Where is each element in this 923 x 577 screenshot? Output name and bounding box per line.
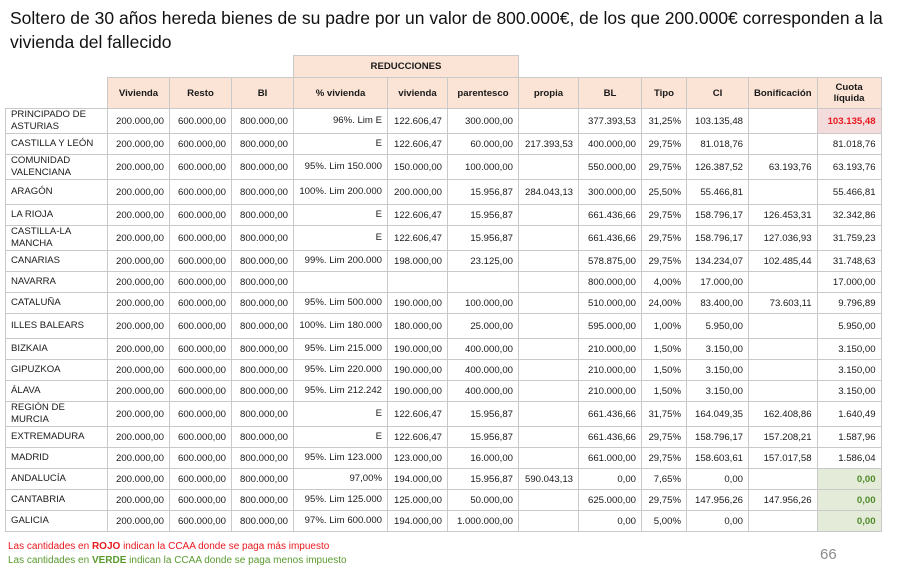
table-cell: 284.043,13 <box>519 180 579 205</box>
table-cell <box>749 134 818 155</box>
table-cell: 800.000,00 <box>232 226 294 251</box>
table-cell: 0,00 <box>687 469 749 490</box>
table-cell <box>749 314 818 339</box>
table-cell: 0,00 <box>817 469 881 490</box>
table-cell: 5,00% <box>642 511 687 532</box>
table-cell: 9.796,89 <box>817 293 881 314</box>
table-cell: 1.586,04 <box>817 448 881 469</box>
table-cell: 800.000,00 <box>232 251 294 272</box>
table-cell: 210.000,00 <box>579 339 642 360</box>
header-corner <box>6 78 108 109</box>
tax-comparison-table <box>5 55 882 532</box>
table-cell: 800.000,00 <box>232 448 294 469</box>
table-cell <box>749 469 818 490</box>
column-header: BL <box>579 78 642 109</box>
legend-green-keyword: VERDE <box>91 555 127 566</box>
table-cell: 7,65% <box>642 469 687 490</box>
table-cell: 661.436,66 <box>579 226 642 251</box>
table-cell: 198.000,00 <box>388 251 448 272</box>
table-cell <box>388 272 448 293</box>
table-cell: 800.000,00 <box>232 134 294 155</box>
table-cell: 31.759,23 <box>817 226 881 251</box>
table-cell: 73.603,11 <box>749 293 818 314</box>
table-cell: 800.000,00 <box>232 469 294 490</box>
table-cell: 1.000.000,00 <box>448 511 519 532</box>
table-cell: 4,00% <box>642 272 687 293</box>
table-cell: 600.000,00 <box>170 427 232 448</box>
table-cell: 600.000,00 <box>170 360 232 381</box>
table-cell <box>519 226 579 251</box>
table-row <box>6 469 882 490</box>
table-cell: 164.049,35 <box>687 402 749 427</box>
table-cell: 600.000,00 <box>170 293 232 314</box>
table-cell: 300.000,00 <box>448 109 519 134</box>
table-cell: 103.135,48 <box>817 109 881 134</box>
table-cell: 600.000,00 <box>170 205 232 226</box>
table-cell: 3.150,00 <box>817 360 881 381</box>
table-row <box>6 427 882 448</box>
table-cell: 600.000,00 <box>170 402 232 427</box>
table-cell: E <box>294 427 388 448</box>
table-cell: 600.000,00 <box>170 226 232 251</box>
table-cell: 180.000,00 <box>388 314 448 339</box>
table-cell: 55.466,81 <box>817 180 881 205</box>
table-cell: 600.000,00 <box>170 339 232 360</box>
table-cell: 15.956,87 <box>448 402 519 427</box>
table-cell: 103.135,48 <box>687 109 749 134</box>
table-cell: 200.000,00 <box>108 339 170 360</box>
table-cell: 95%. Lim 125.000 <box>294 490 388 511</box>
table-row <box>6 381 882 402</box>
table-cell <box>749 511 818 532</box>
table-cell <box>519 448 579 469</box>
legend-green-suffix: indican la CCAA donde se paga menos impuesto <box>126 555 347 566</box>
table-cell: 510.000,00 <box>579 293 642 314</box>
table-cell <box>519 314 579 339</box>
table-cell <box>749 360 818 381</box>
table-cell: 800.000,00 <box>232 109 294 134</box>
table-cell: 200.000,00 <box>108 448 170 469</box>
table-cell: E <box>294 402 388 427</box>
region-name: PRINCIPADO DE ASTURIAS <box>6 109 108 134</box>
region-name: GIPUZKOA <box>6 360 108 381</box>
table-cell: 600.000,00 <box>170 134 232 155</box>
table-body <box>6 109 882 532</box>
table-cell: 81.018,76 <box>817 134 881 155</box>
table-cell <box>519 427 579 448</box>
table-cell: 15.956,87 <box>448 205 519 226</box>
table-row <box>6 205 882 226</box>
table-cell: 15.956,87 <box>448 180 519 205</box>
region-name: EXTREMADURA <box>6 427 108 448</box>
table-cell <box>519 381 579 402</box>
table-cell: 800.000,00 <box>232 272 294 293</box>
table-cell: 1,50% <box>642 360 687 381</box>
table-cell: 162.408,86 <box>749 402 818 427</box>
table-row <box>6 180 882 205</box>
table-cell <box>519 109 579 134</box>
table-cell: 600.000,00 <box>170 180 232 205</box>
table-cell: 81.018,76 <box>687 134 749 155</box>
region-name: CASTILLA-LA MANCHA <box>6 226 108 251</box>
region-name: ANDALUCÍA <box>6 469 108 490</box>
table-cell: 123.000,00 <box>388 448 448 469</box>
table-cell: 200.000,00 <box>108 155 170 180</box>
table-cell: 210.000,00 <box>579 360 642 381</box>
region-name: GALICIA <box>6 511 108 532</box>
table-cell: 190.000,00 <box>388 381 448 402</box>
table-cell: 200.000,00 <box>108 427 170 448</box>
page-number: 66 <box>820 546 837 563</box>
column-header: BI <box>232 78 294 109</box>
table-cell: 400.000,00 <box>448 339 519 360</box>
table-cell: 96%. Lim E <box>294 109 388 134</box>
table-cell: 590.043,13 <box>519 469 579 490</box>
table-cell: 122.606,47 <box>388 134 448 155</box>
table-row <box>6 134 882 155</box>
table-cell: 95%. Lim 220.000 <box>294 360 388 381</box>
table-cell: 200.000,00 <box>388 180 448 205</box>
table-cell: 55.466,81 <box>687 180 749 205</box>
table-cell: 600.000,00 <box>170 272 232 293</box>
table-cell: 122.606,47 <box>388 226 448 251</box>
table-cell: 125.000,00 <box>388 490 448 511</box>
table-cell: 800.000,00 <box>232 339 294 360</box>
table-cell: 60.000,00 <box>448 134 519 155</box>
header-spacer <box>519 56 882 78</box>
table-cell: 158.796,17 <box>687 226 749 251</box>
region-name: CANARIAS <box>6 251 108 272</box>
table-cell: 194.000,00 <box>388 469 448 490</box>
table-cell: 661.436,66 <box>579 427 642 448</box>
table-cell: 100%. Lim 200.000 <box>294 180 388 205</box>
table-cell: 800.000,00 <box>579 272 642 293</box>
table-cell: 400.000,00 <box>448 360 519 381</box>
table-cell <box>519 155 579 180</box>
table-cell: 25.000,00 <box>448 314 519 339</box>
table-cell: E <box>294 226 388 251</box>
table-cell: 661.436,66 <box>579 205 642 226</box>
table-cell: 32.342,86 <box>817 205 881 226</box>
table-cell: 190.000,00 <box>388 339 448 360</box>
table-cell: 0,00 <box>817 511 881 532</box>
table-cell: 800.000,00 <box>232 490 294 511</box>
table-cell: 29,75% <box>642 448 687 469</box>
table-cell: 97,00% <box>294 469 388 490</box>
region-name: ÁLAVA <box>6 381 108 402</box>
table-cell: 17.000,00 <box>817 272 881 293</box>
table-cell: 95%. Lim 212.242 <box>294 381 388 402</box>
table-row <box>6 314 882 339</box>
table-cell: 100%. Lim 180.000 <box>294 314 388 339</box>
table-cell: 126.387,52 <box>687 155 749 180</box>
table-cell: 800.000,00 <box>232 180 294 205</box>
column-header: Tipo <box>642 78 687 109</box>
table-row <box>6 402 882 427</box>
table-cell: 126.453,31 <box>749 205 818 226</box>
table-cell: 800.000,00 <box>232 360 294 381</box>
table-cell: 100.000,00 <box>448 155 519 180</box>
table-cell: 134.234,07 <box>687 251 749 272</box>
table-cell: 157.208,21 <box>749 427 818 448</box>
table-cell: E <box>294 134 388 155</box>
table-cell: 3.150,00 <box>817 339 881 360</box>
table-cell: 600.000,00 <box>170 448 232 469</box>
table-cell: 29,75% <box>642 155 687 180</box>
table-row <box>6 109 882 134</box>
table-cell: 83.400,00 <box>687 293 749 314</box>
table-cell: 800.000,00 <box>232 402 294 427</box>
legend-red-suffix: indican la CCAA donde se paga más impuesto <box>120 541 330 552</box>
table-cell: 3.150,00 <box>687 360 749 381</box>
table-cell: 0,00 <box>579 469 642 490</box>
table-cell <box>519 205 579 226</box>
table-cell: 200.000,00 <box>108 109 170 134</box>
table-cell: 15.956,87 <box>448 469 519 490</box>
table-cell: 29,75% <box>642 134 687 155</box>
table-cell: 158.796,17 <box>687 427 749 448</box>
table-cell: 800.000,00 <box>232 205 294 226</box>
table-cell: 122.606,47 <box>388 109 448 134</box>
table-cell: 147.956,26 <box>687 490 749 511</box>
table-cell: 661.000,00 <box>579 448 642 469</box>
table-cell: 600.000,00 <box>170 155 232 180</box>
table-cell: 550.000,00 <box>579 155 642 180</box>
table-cell: 95%. Lim 150.000 <box>294 155 388 180</box>
column-header: propia <box>519 78 579 109</box>
region-name: REGIÓN DE MURCIA <box>6 402 108 427</box>
table-cell: 600.000,00 <box>170 490 232 511</box>
region-name: COMUNIDAD VALENCIANA <box>6 155 108 180</box>
table-cell: 600.000,00 <box>170 469 232 490</box>
table-cell: 190.000,00 <box>388 293 448 314</box>
table-row <box>6 490 882 511</box>
table-cell: 122.606,47 <box>388 402 448 427</box>
table-cell: 800.000,00 <box>232 293 294 314</box>
table-cell <box>448 272 519 293</box>
column-header: Vivienda <box>108 78 170 109</box>
region-name: MADRID <box>6 448 108 469</box>
column-header-row <box>6 78 882 109</box>
table-cell: 600.000,00 <box>170 511 232 532</box>
table-cell: 200.000,00 <box>108 490 170 511</box>
table-row <box>6 511 882 532</box>
table-cell: 200.000,00 <box>108 272 170 293</box>
table-cell: 122.606,47 <box>388 427 448 448</box>
region-name: ARAGÓN <box>6 180 108 205</box>
table-cell: 95%. Lim 215.000 <box>294 339 388 360</box>
region-name: LA RIOJA <box>6 205 108 226</box>
group-header-reducciones: REDUCCIONES <box>294 56 519 78</box>
table-cell: 300.000,00 <box>579 180 642 205</box>
region-name: BIZKAIA <box>6 339 108 360</box>
table-cell <box>749 272 818 293</box>
table-cell: 800.000,00 <box>232 155 294 180</box>
table-cell <box>519 339 579 360</box>
table-cell: 400.000,00 <box>448 381 519 402</box>
table-cell: 217.393,53 <box>519 134 579 155</box>
table-cell: 23.125,00 <box>448 251 519 272</box>
table-cell <box>519 251 579 272</box>
table-cell: 595.000,00 <box>579 314 642 339</box>
table-cell: 3.150,00 <box>817 381 881 402</box>
table-cell <box>749 180 818 205</box>
table-cell: 200.000,00 <box>108 180 170 205</box>
table-cell <box>519 490 579 511</box>
table-cell: 200.000,00 <box>108 134 170 155</box>
table-cell: 31.748,63 <box>817 251 881 272</box>
table-cell: 100.000,00 <box>448 293 519 314</box>
slide-title: Soltero de 30 años hereda bienes de su padre por un valor de 800.000€, de los que 200.000€ corresponden a la vivienda del fallecido <box>10 8 883 52</box>
table-cell: 200.000,00 <box>108 293 170 314</box>
table-cell: E <box>294 205 388 226</box>
table-cell: 95%. Lim 123.000 <box>294 448 388 469</box>
table-cell <box>519 511 579 532</box>
table-cell: 29,75% <box>642 490 687 511</box>
table-cell <box>519 360 579 381</box>
table-cell: 15.956,87 <box>448 427 519 448</box>
table-cell <box>519 272 579 293</box>
table-cell: 24,00% <box>642 293 687 314</box>
table-cell: 1,00% <box>642 314 687 339</box>
table-cell: 190.000,00 <box>388 360 448 381</box>
table-cell: 3.150,00 <box>687 381 749 402</box>
table-cell <box>749 109 818 134</box>
column-header: Bonificación <box>749 78 818 109</box>
table-row <box>6 339 882 360</box>
table-cell: 800.000,00 <box>232 511 294 532</box>
column-header: CI <box>687 78 749 109</box>
table-cell: 200.000,00 <box>108 511 170 532</box>
table-cell: 200.000,00 <box>108 402 170 427</box>
table-cell: 95%. Lim 500.000 <box>294 293 388 314</box>
table-row <box>6 360 882 381</box>
table-cell: 147.956,26 <box>749 490 818 511</box>
column-header: Resto <box>170 78 232 109</box>
legend-red <box>8 541 329 552</box>
table-cell: 50.000,00 <box>448 490 519 511</box>
table-row <box>6 272 882 293</box>
table-cell: 600.000,00 <box>170 381 232 402</box>
table-cell: 600.000,00 <box>170 314 232 339</box>
column-header: Cuota líquida <box>817 78 881 109</box>
table-cell: 200.000,00 <box>108 360 170 381</box>
table-cell: 600.000,00 <box>170 251 232 272</box>
table-cell <box>749 381 818 402</box>
table-cell: 5.950,00 <box>817 314 881 339</box>
table-cell: 194.000,00 <box>388 511 448 532</box>
table-cell: 127.036,93 <box>749 226 818 251</box>
table-cell: 800.000,00 <box>232 314 294 339</box>
table-cell: 400.000,00 <box>579 134 642 155</box>
region-name: CANTABRIA <box>6 490 108 511</box>
table-cell: 0,00 <box>687 511 749 532</box>
table-cell: 800.000,00 <box>232 381 294 402</box>
table-cell: 29,75% <box>642 205 687 226</box>
table-cell <box>749 339 818 360</box>
table-cell: 29,75% <box>642 427 687 448</box>
table-cell: 31,75% <box>642 402 687 427</box>
table-cell: 800.000,00 <box>232 427 294 448</box>
table-cell: 150.000,00 <box>388 155 448 180</box>
legend-red-prefix: Las cantidades en <box>8 541 92 552</box>
table-cell: 0,00 <box>817 490 881 511</box>
table-cell: 29,75% <box>642 251 687 272</box>
table-cell: 1,50% <box>642 339 687 360</box>
table-cell: 625.000,00 <box>579 490 642 511</box>
table-cell: 210.000,00 <box>579 381 642 402</box>
table-cell: 16.000,00 <box>448 448 519 469</box>
table-cell: 377.393,53 <box>579 109 642 134</box>
table-cell: 200.000,00 <box>108 314 170 339</box>
table-cell: 31,25% <box>642 109 687 134</box>
table-cell: 157.017,58 <box>749 448 818 469</box>
table-cell <box>294 272 388 293</box>
table-row <box>6 251 882 272</box>
table-row <box>6 448 882 469</box>
table-cell: 29,75% <box>642 226 687 251</box>
region-name: NAVARRA <box>6 272 108 293</box>
table-row <box>6 155 882 180</box>
region-name: ILLES BALEARS <box>6 314 108 339</box>
column-header: % vivienda <box>294 78 388 109</box>
table-cell: 0,00 <box>579 511 642 532</box>
table-cell: 200.000,00 <box>108 469 170 490</box>
table-cell: 97%. Lim 600.000 <box>294 511 388 532</box>
table-cell: 15.956,87 <box>448 226 519 251</box>
region-name: CASTILLA Y LEÓN <box>6 134 108 155</box>
table-cell: 63.193,76 <box>749 155 818 180</box>
table-cell: 200.000,00 <box>108 381 170 402</box>
table-cell: 578.875,00 <box>579 251 642 272</box>
table-cell: 17.000,00 <box>687 272 749 293</box>
table-cell: 158.796,17 <box>687 205 749 226</box>
table-cell: 200.000,00 <box>108 205 170 226</box>
table-cell: 158.603,61 <box>687 448 749 469</box>
table-cell: 99%. Lim 200.000 <box>294 251 388 272</box>
table-row <box>6 293 882 314</box>
legend-red-keyword: ROJO <box>91 541 121 552</box>
table-cell: 25,50% <box>642 180 687 205</box>
legend-green <box>8 555 347 566</box>
table-cell: 63.193,76 <box>817 155 881 180</box>
column-header: parentesco <box>448 78 519 109</box>
table-cell: 1.587,96 <box>817 427 881 448</box>
table-cell: 200.000,00 <box>108 226 170 251</box>
header-spacer <box>6 56 294 78</box>
column-header: vivienda <box>388 78 448 109</box>
table-cell: 1.640,49 <box>817 402 881 427</box>
table-cell <box>519 293 579 314</box>
table-cell: 600.000,00 <box>170 109 232 134</box>
table-cell: 122.606,47 <box>388 205 448 226</box>
table-cell: 1,50% <box>642 381 687 402</box>
table-cell: 661.436,66 <box>579 402 642 427</box>
table-cell: 102.485,44 <box>749 251 818 272</box>
legend-green-prefix: Las cantidades en <box>8 555 92 566</box>
table-cell: 3.150,00 <box>687 339 749 360</box>
table-cell: 5.950,00 <box>687 314 749 339</box>
table-cell: 200.000,00 <box>108 251 170 272</box>
table-row <box>6 226 882 251</box>
table-cell <box>519 402 579 427</box>
region-name: CATALUÑA <box>6 293 108 314</box>
